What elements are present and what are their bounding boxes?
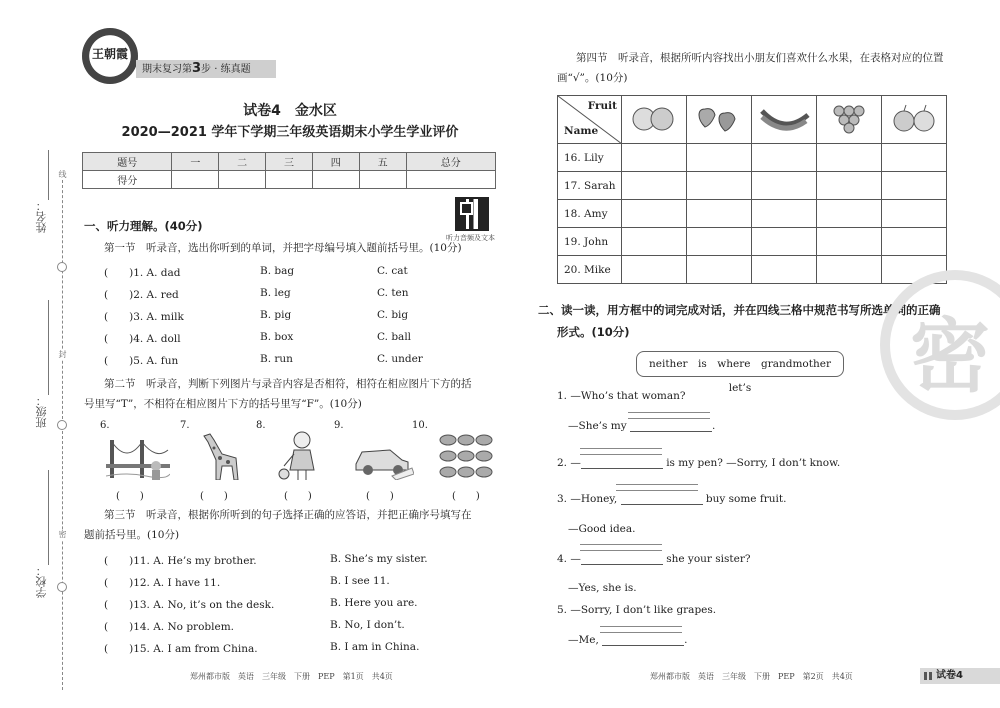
step-banner <box>136 60 276 78</box>
apple-icon <box>886 101 942 135</box>
answer-blank-2[interactable] <box>581 457 663 469</box>
question-1-c: C. cat <box>377 265 408 277</box>
check-cell[interactable] <box>882 172 947 200</box>
answer-paren[interactable]: ( ) <box>200 491 228 502</box>
part1-heading: 一、听力理解。(40分) <box>84 219 203 233</box>
class-label: 班级： <box>35 395 48 428</box>
answer-paren[interactable]: ( ) <box>452 491 480 502</box>
dialogue-3-prefix: 3. —Honey, <box>557 493 618 505</box>
dialogue-1-prefix: —She’s my <box>568 420 627 432</box>
check-cell[interactable] <box>882 228 947 256</box>
class-field[interactable] <box>48 300 49 395</box>
dialogue-1: 1. —Who’s that woman? <box>557 390 686 402</box>
score-row-label: 得分 <box>83 171 172 189</box>
four-line-grid <box>600 626 682 627</box>
answer-blank-5[interactable] <box>602 634 684 646</box>
dialogue-5-answer: —Me, . <box>568 634 688 646</box>
school-label: 学校： <box>35 565 48 598</box>
four-line-grid <box>616 484 698 485</box>
question-5: ( )5. A. fun <box>104 355 179 367</box>
check-cell[interactable] <box>817 200 882 228</box>
question-15-b: B. I am in China. <box>330 641 420 653</box>
seal-watermark <box>880 270 1000 420</box>
four-line-grid <box>580 544 662 545</box>
logo-text: 王朝霞 <box>91 47 128 61</box>
banner-prefix: 期末复习第 <box>142 64 192 75</box>
check-cell[interactable] <box>622 172 687 200</box>
binding-mark: 封 <box>58 350 67 359</box>
dialogue-2-prefix: 2. — <box>557 457 581 469</box>
dialogue-3 <box>557 493 786 505</box>
check-cell[interactable] <box>687 228 752 256</box>
answer-paren[interactable]: ( ) <box>116 491 144 502</box>
score-cell[interactable] <box>172 171 219 189</box>
dialogue-1-answer: —She’s my . <box>568 420 716 432</box>
four-line-grid <box>580 550 662 551</box>
question-1-b: B. bag <box>260 265 295 277</box>
check-cell[interactable] <box>752 228 817 256</box>
check-cell[interactable] <box>752 144 817 172</box>
question-5-b: B. run <box>260 353 293 365</box>
fruit-row <box>558 256 947 284</box>
banner-suffix: 步 · 练真题 <box>201 64 251 75</box>
orange-icon <box>626 101 682 135</box>
question-14: ( )14. A. No problem. <box>104 621 234 633</box>
question-1: ( )1. A. dad <box>104 267 181 279</box>
answer-blank-4[interactable] <box>581 553 663 565</box>
question-14-b: B. No, I don’t. <box>330 619 405 631</box>
question-4-c: C. ball <box>377 331 412 343</box>
fruit-col-strawberry <box>687 96 752 144</box>
eggs-picture-icon <box>438 430 496 480</box>
score-header-cell: 四 <box>312 153 359 171</box>
word-box: neither is where grandmother let’s <box>636 351 844 377</box>
brand-logo <box>82 28 138 84</box>
fruit-row <box>558 228 947 256</box>
answer-paren[interactable]: ( ) <box>366 491 394 502</box>
check-cell[interactable] <box>687 144 752 172</box>
check-cell[interactable] <box>817 228 882 256</box>
sec4-instruction-1: 第四节 听录音，根据所听内容找出小朋友们喜欢什么水果，在表格对应的位置 <box>576 52 944 64</box>
name-label: 姓名： <box>35 200 48 233</box>
question-12: ( )12. A. I have 11. <box>104 577 221 589</box>
question-4-b: B. box <box>260 331 294 343</box>
dialogue-2 <box>557 457 840 469</box>
picture-number: 8. <box>256 420 266 431</box>
score-header-cell: 二 <box>219 153 266 171</box>
dialogue-3-reply: —Good idea. <box>568 523 636 535</box>
dialogue-4-prefix: 4. — <box>557 553 581 565</box>
corner-fruit-label: Fruit <box>587 100 617 112</box>
binding-hole <box>57 582 67 592</box>
answer-paren[interactable]: ( ) <box>284 491 312 502</box>
question-2-c: C. ten <box>377 287 409 299</box>
footer-left: 郑州都市版 英语 三年级 下册 PEP 第1页 共4页 <box>190 672 393 681</box>
sec2-instruction-2: 号里写“T”，不相符在相应图片下方的括号里写“F”。(10分) <box>84 398 362 410</box>
score-table <box>82 152 496 189</box>
check-cell[interactable] <box>622 256 687 284</box>
dialogue-4 <box>557 553 751 565</box>
check-cell[interactable] <box>882 200 947 228</box>
bridge-picture-icon <box>106 430 170 480</box>
question-11-b: B. She’s my sister. <box>330 553 428 565</box>
score-header-cell: 题号 <box>83 153 172 171</box>
binding-hole <box>57 262 67 272</box>
paper-tag: 试卷4 <box>920 668 1000 684</box>
name-field[interactable] <box>48 150 49 200</box>
fruit-header-row <box>558 96 947 144</box>
score-header-cell: 三 <box>266 153 313 171</box>
score-header-cell: 一 <box>172 153 219 171</box>
part2-heading-2: 形式。(10分) <box>557 325 630 339</box>
sec3-instruction-1: 第三节 听录音，根据你所听到的句子选择正确的应答语，并把正确序号填写在 <box>104 509 472 521</box>
check-cell[interactable] <box>622 228 687 256</box>
binding-margin <box>0 0 80 708</box>
check-cell[interactable] <box>817 172 882 200</box>
fruit-row <box>558 200 947 228</box>
score-row <box>83 171 496 189</box>
picture-number: 6. <box>100 420 110 431</box>
giraffe-picture-icon <box>196 430 246 480</box>
part2-heading-1: 二、读一读，用方框中的词完成对话，并在四线三格中规范书写所选单词的正确 <box>538 303 941 317</box>
score-cell[interactable] <box>359 171 406 189</box>
question-3: ( )3. A. milk <box>104 311 184 323</box>
check-cell[interactable] <box>622 144 687 172</box>
row-name: 16. Lily <box>558 144 622 172</box>
fruit-col-apple <box>882 96 947 144</box>
paper-subtitle: 2020—2021 学年下学期三年级英语期末小学生学业评价 <box>121 125 459 140</box>
question-13: ( )13. A. No, it’s on the desk. <box>104 599 275 611</box>
dialogue-3-suffix: buy some fruit. <box>705 493 787 505</box>
fruit-table <box>557 95 947 284</box>
question-2-b: B. leg <box>260 287 291 299</box>
question-3-b: B. pig <box>260 309 292 321</box>
check-cell[interactable] <box>687 172 752 200</box>
answer-blank-1[interactable] <box>630 420 712 432</box>
four-line-grid <box>580 454 662 455</box>
check-cell[interactable] <box>752 256 817 284</box>
girl-with-ball-picture-icon <box>276 430 326 480</box>
binding-hole <box>57 420 67 430</box>
check-cell[interactable] <box>622 200 687 228</box>
seal-character: 密 <box>910 309 990 403</box>
question-11: ( )11. A. He’s my brother. <box>104 555 257 567</box>
corner-cell <box>558 96 622 144</box>
row-name: 18. Amy <box>558 200 622 228</box>
question-3-c: C. big <box>377 309 409 321</box>
question-2: ( )2. A. red <box>104 289 179 301</box>
question-13-b: B. Here you are. <box>330 597 418 609</box>
four-line-grid <box>628 418 710 419</box>
question-12-b: B. I see 11. <box>330 575 390 587</box>
score-cell[interactable] <box>266 171 313 189</box>
binding-mark: 线 <box>58 170 67 179</box>
check-cell[interactable] <box>752 172 817 200</box>
footer-right: 郑州都市版 英语 三年级 下册 PEP 第2页 共4页 <box>650 672 853 681</box>
dialogue-5-prefix: —Me, <box>568 634 599 646</box>
check-cell[interactable] <box>687 200 752 228</box>
fruit-col-orange <box>622 96 687 144</box>
car-picture-icon <box>352 430 414 480</box>
score-header-cell: 五 <box>359 153 406 171</box>
four-line-grid <box>616 490 698 491</box>
question-15: ( )15. A. I am from China. <box>104 643 258 655</box>
score-cell[interactable] <box>312 171 359 189</box>
dialogue-4-suffix: she your sister? <box>666 553 751 565</box>
check-cell[interactable] <box>817 256 882 284</box>
score-header-cell: 总分 <box>406 153 495 171</box>
fruit-row <box>558 144 947 172</box>
answer-blank-3[interactable] <box>621 493 703 505</box>
banana-icon <box>756 101 812 135</box>
question-5-c: C. under <box>377 353 423 365</box>
row-name: 20. Mike <box>558 256 622 284</box>
question-4: ( )4. A. doll <box>104 333 181 345</box>
fruit-col-grape <box>817 96 882 144</box>
check-cell[interactable] <box>752 200 817 228</box>
sec3-instruction-2: 题前括号里。(10分) <box>84 529 180 541</box>
qr-caption: 听力音频及文本 <box>446 234 495 242</box>
score-header-row <box>83 153 496 171</box>
check-cell[interactable] <box>817 144 882 172</box>
score-cell[interactable] <box>406 171 495 189</box>
dialogue-5: 5. —Sorry, I don’t like grapes. <box>557 604 717 616</box>
row-name: 19. John <box>558 228 622 256</box>
sec4-instruction-2: 画“√”。(10分) <box>557 72 628 84</box>
sec1-instruction: 第一节 听录音，选出你听到的单词，并把字母编号填入题前括号里。(10分) <box>104 242 462 254</box>
picture-number: 9. <box>334 420 344 431</box>
binding-mark: 密 <box>58 530 67 539</box>
dialogue-4-reply: —Yes, she is. <box>568 582 637 594</box>
row-name: 17. Sarah <box>558 172 622 200</box>
sec2-instruction-1: 第二节 听录音，判断下列图片与录音内容是否相符，相符在相应图片下方的括 <box>104 378 472 390</box>
binding-dashed-line <box>62 170 63 690</box>
check-cell[interactable] <box>687 256 752 284</box>
fruit-row <box>558 172 947 200</box>
four-line-grid <box>628 412 710 413</box>
four-line-grid <box>600 632 682 633</box>
picture-number: 7. <box>180 420 190 431</box>
fruit-col-banana <box>752 96 817 144</box>
four-line-grid <box>580 448 662 449</box>
grape-icon <box>821 101 877 135</box>
corner-name-label: Name <box>564 125 599 137</box>
banner-step: 3 <box>192 61 202 76</box>
dialogue-2-suffix: is my pen? —Sorry, I don’t know. <box>666 457 841 469</box>
picture-number: 10. <box>412 420 428 431</box>
score-cell[interactable] <box>219 171 266 189</box>
paper-title: 试卷4 金水区 <box>243 103 337 119</box>
qr-code-icon[interactable] <box>455 197 489 231</box>
school-field[interactable] <box>48 470 49 565</box>
strawberry-icon <box>691 101 747 135</box>
check-cell[interactable] <box>882 144 947 172</box>
